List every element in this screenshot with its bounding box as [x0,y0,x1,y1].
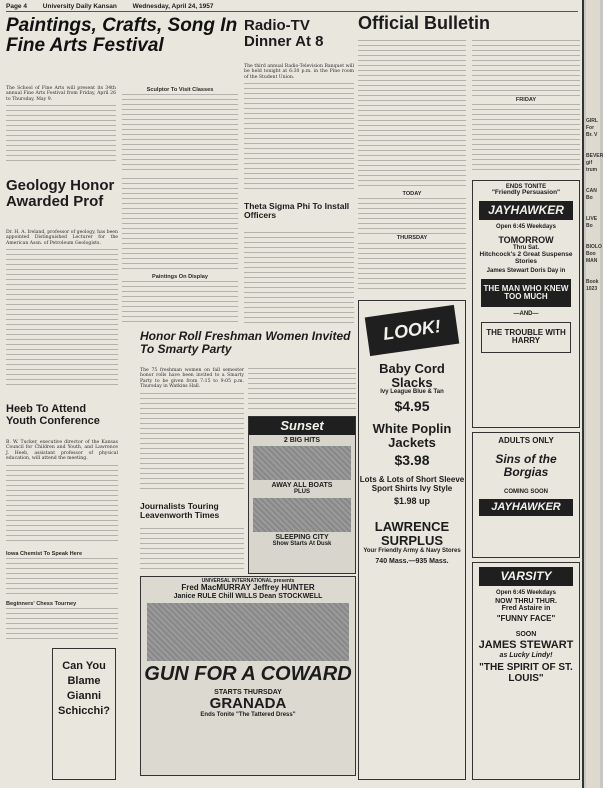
radio-tv-body: The third annual Radio-Television Banquet will be held tonight at 6:30 p.m. in the Pine room of the Student Union. [244,64,354,200]
honor-roll-headline: Honor Roll Freshman Women Invited To Smarty Party [140,329,351,356]
text-column [248,368,356,412]
fine-arts-lead: The School of Fine Arts will present its 34th annual Fine Arts Festival from Friday, April 26 to Thursday, May 9. [6,86,116,174]
heeb-body: B. W. Tucker, executive director of the Kansas Council for Children and Youth, and Lawrence J. Heeb, assistant professor of physical education, will attend the meeting. [6,440,118,548]
sunset-drive-in-ad: Sunset 2 BIG HITS AWAY ALL BOATS PLUS SLEEPING CITY Show Starts At Dusk [248,416,356,574]
bulletin-headline: Official Bulletin [358,13,491,33]
movie-still-image [253,498,351,532]
lawrence-surplus-ad: LOOK! Baby Cord Slacks Ivy League Blue & Tan $4.95 White Poplin Jackets $3.98 Lots & Lots of Short Sleeve Sport Shirts Ivy Style $1.98 up LAWRENCE SURPLUS Your Friendly Army & Navy Stores 740 Mass.—935 Mass. [358,300,466,780]
paper-name: University Daily Kansan [42,3,117,10]
journalists-article [140,502,244,528]
festival-cont: Paintings On Display [122,178,238,328]
text-column [122,178,238,273]
text-column [472,40,580,96]
radio-tv-headline: Radio-TV Dinner At 8 [244,17,324,50]
theta-headline: Theta Sigma Phi To Install Officers [244,201,350,220]
text-column [122,281,238,326]
iowa-article: Iowa Chemist To Speak Here [6,550,118,598]
theta-body [244,232,354,326]
bulletin-col2: FRIDAY [472,40,580,176]
sculptor-sub: Sculptor To Visit Classes [122,86,238,174]
text-column [244,83,354,191]
geology-headline: Geology Honor Awarded Prof [6,177,115,210]
folio-line [6,3,578,12]
theta-article [244,202,354,232]
text-column [472,104,580,174]
geology-body: Dr. H. A. Ireland, professor of geology, has been appointed Distinguished Lecturer for the American Assn. of Petroleum Geologists. [6,230,118,400]
text-column [6,465,118,545]
fine-arts-headline: Paintings, Crafts, Song In Fine Arts Festival [6,15,238,56]
movie-poster-image [147,603,349,661]
movie-still-image [253,446,351,480]
adjacent-page-strip: GIRL For Br. V BEVER gif trum CAN Bo LIVE Bo BIOLO Boo MAN Book 1023 [586,0,600,788]
heeb-headline: Heeb To Attend Youth Conference [6,403,100,427]
text-column [6,558,118,594]
granada-theater-ad: UNIVERSAL INTERNATIONAL presents Fred MacMURRAY Jeffrey HUNTER Janice RULE Chill WILLS Dean STOCKWELL GUN FOR A COWARD STARTS THURSDAY GRANADA Ends Tonite "The Tattered Dress" [140,576,356,776]
honor-roll-cont [248,368,356,412]
text-column [140,393,244,493]
bulletin-head [358,14,580,38]
honor-roll-article [140,330,356,366]
honor-roll-body: The 75 freshman women on fall semester honor rolls have been invited to a Smarty Party to be given from 7:15 to 9:05 p.m. Thursday in Watkins Hall. [140,368,244,500]
bulletin-col1: TODAY THURSDAY [358,40,466,296]
text-column [358,40,466,190]
radio-tv-article [244,18,354,68]
text-column [244,232,354,326]
jayhawker-ad: ENDS TONITE "Friendly Persuasion" JAYHAWKER Open 6:45 Weekdays TOMORROW Thru Sat. Hitchcock's 2 Great Suspense Stories James Stewart Doris Day in THE MAN WHO KNEW TOO MUCH —AND— THE TROUBLE WITH HARRY [472,180,580,428]
text-column [6,608,118,640]
gianni-schicchi-ad: Can You Blame Gianni Schicchi? [52,648,116,780]
chess-article: Beginners' Chess Tourney [6,600,118,644]
varsity-theater-ad: VARSITY Open 6:45 Weekdays NOW THRU THUR. Fred Astaire in "FUNNY FACE" SOON JAMES STEWART as Lucky Lindy! "THE SPIRIT OF ST. LOUIS" [472,562,580,780]
journalists-body [140,528,244,572]
text-column [140,528,244,572]
text-column [358,198,466,234]
heeb-article [6,404,118,438]
issue-date: Wednesday, April 24, 1957 [132,3,214,10]
journalists-headline: Journalists Touring Leavenworth Times [140,501,220,520]
geology-article [6,178,118,228]
adults-only-ad: ADULTS ONLY Sins of the Borgias COMING SOON JAYHAWKER [472,432,580,558]
page-number: Page 4 [6,3,27,10]
text-column [6,249,118,389]
text-column [122,94,238,172]
text-column [358,243,466,293]
text-column [6,105,116,165]
fine-arts-article [6,16,238,84]
